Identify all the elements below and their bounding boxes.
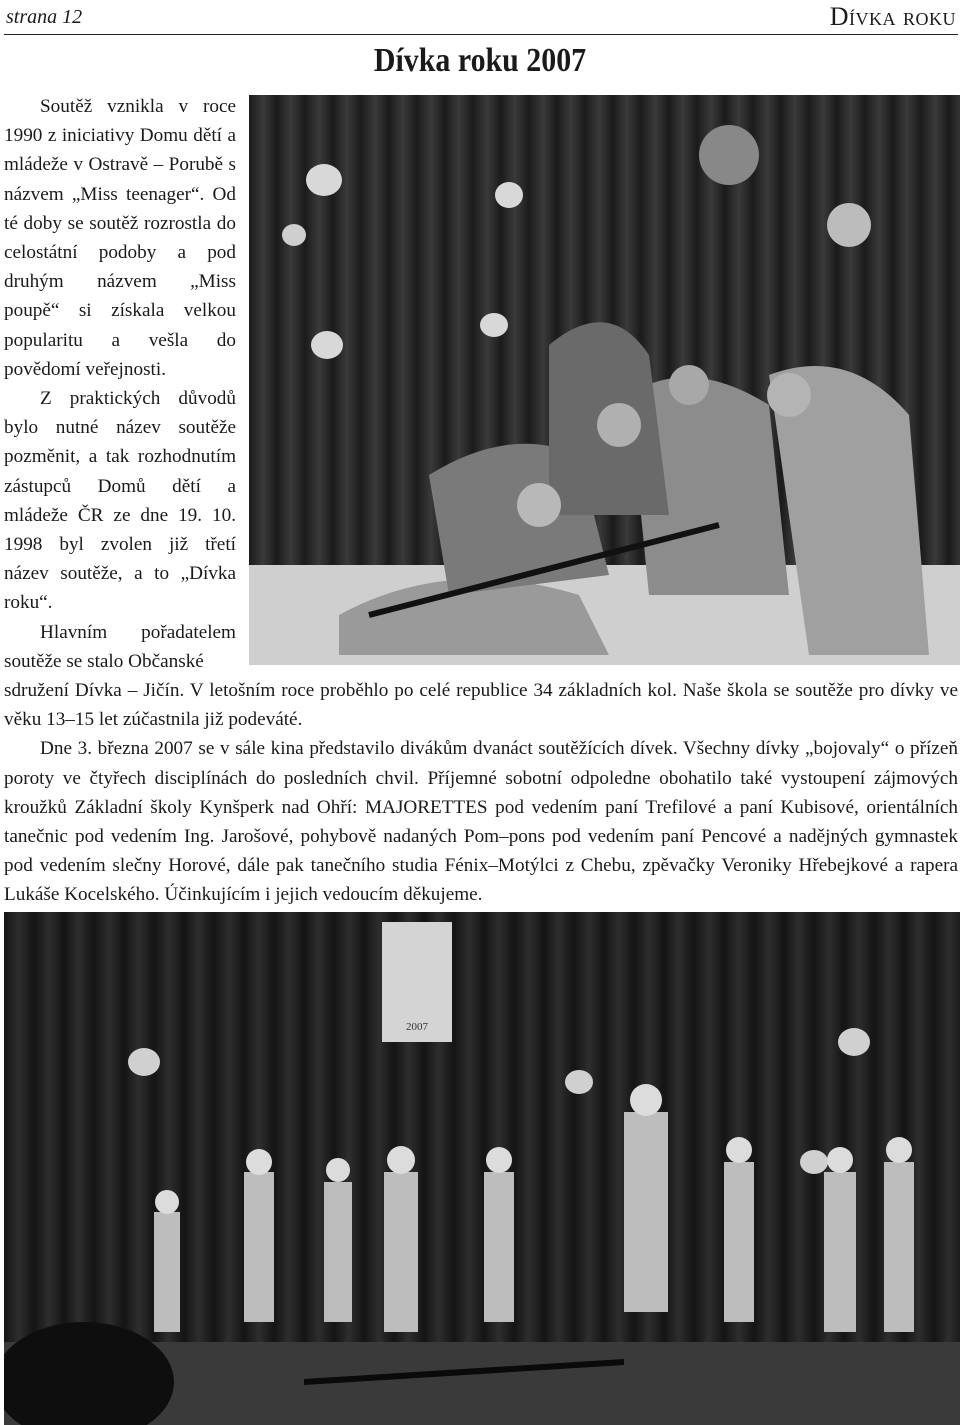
stage-photo-icon (4, 912, 960, 1425)
paragraph-event: Dne 3. března 2007 se v sále kina představilo divákům dvanáct soutěžících dívek. Všechny dívky „bojovaly“ o přízeň poroty ve čtyřech disciplínách do posledních chvil. Příjemné sobotní odpoledne obohatilo také vystoupení zájmových kroužků Základní školy Kynšperk nad Ohří: MAJORETTES pod vedením paní Trefilové a paní Kubisové, orientálních tanečnic pod vedením Ing. Jarošové, pohybově nadaných Pom–pons pod vedením paní Pencové a nadějných gymnastek pod vedením slečny Horové, dále pak tanečního studia Fénix–Motýlci z Chebu, zpěvačky Veroniky Hřebejkové a rapera Lukáše Kocelského. Účinkujícím i jejich vedoucím děkujeme. (4, 738, 958, 906)
left-column (4, 92, 236, 676)
poster-year: 2007 (406, 1021, 428, 1033)
paragraph-intro: Soutěž vznikla v roce 1990 z iniciativy Domu dětí a mládeže v Ostravě – Porubě s názvem „Miss teenager“. Od té doby se soutěž rozrostla do celostátní podoby a pod druhým názvem „Miss poupě“ si získala velkou popularitu a vešla do povědomí veřejnosti. (4, 96, 236, 380)
paragraph-rename: Z praktických důvodů bylo nutné název soutěže pozměnit, a tak rozhodnutím zástupců Domů dětí a mládeže ČR ze dne 19. 10. 1998 byl zvolen již třetí název soutěže, a to „Dívka roku“. (4, 388, 236, 614)
section-title: Dívka roku (829, 2, 956, 31)
paragraph-organizer-start: Hlavním pořadatelem soutěže se stalo Občanské (4, 621, 236, 672)
stage-photo-icon (249, 95, 960, 665)
article-body (4, 676, 958, 910)
article-title: Dívka roku 2007 (373, 42, 587, 79)
page-header (4, 0, 958, 35)
paragraph-organizer-continued: sdružení Dívka – Jičín. V letošním roce proběhlo po celé republice 34 základních kol. Naše škola se soutěže pro dívky ve věku 13–15 let zúčastnila již podeváté. (4, 680, 958, 731)
stage-photo-bottom (4, 912, 960, 1425)
page-number: strana 12 (6, 6, 83, 28)
stage-photo-top (249, 95, 960, 665)
